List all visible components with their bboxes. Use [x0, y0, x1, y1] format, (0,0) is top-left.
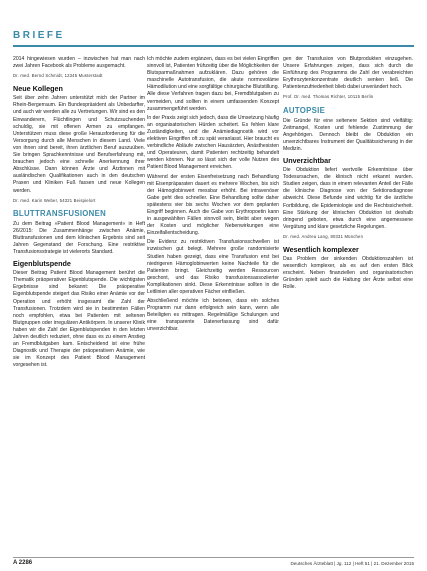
letter-paragraph: Ich möchte zudem ergänzen, dass es bei vielen Eingriffen sinnvoll ist, Patienten frühzeitig über die Möglichkeiten der Blutsparmaßnahmen aufzuklären. Dazu gehören die maschinelle Autotransfusion, die akute normovoläme Hämodilution und eine sorgfältige chirurgische Blutstillung. Alle diese Verfahren tragen dazu bei, Fremdblutgaben zu vermeiden, und sollten in einem umfassenden Konzept zusammengeführt werden. — [147, 56, 279, 112]
letter-paragraph: Die Obduktion liefert wertvolle Erkenntnisse über Todesursachen, die klinisch nicht erkannt wurden. Studien zeigen, dass in einem relevanten Anteil der Fälle die klinische Diagnose von der Sektionsdiagnose abweicht. Diese Befunde sind wichtig für die ärztliche Fortbildung, die Epidemiologie und die Rechtssicherheit. Eine Stärkung der klinischen Obduktion ist deshalb dringend geboten, etwa durch eine angemessene Vergütung und klare gesetzliche Regelungen. — [283, 167, 413, 230]
topic-heading: AUTOPSIE — [283, 105, 326, 115]
journal-citation: Deutsches Ärzteblatt | Jg. 112 | Heft 51 | 21. Dezember 2015 — [290, 561, 414, 566]
letter-paragraph: 2014 hingewiesen wurden – inzwischen hat man nach zwei Jahren Facebook als Probleme ausgemacht. — [13, 56, 145, 70]
letter-author: Dr. med. Bernd Schmidt, 12345 Musterstadt — [13, 73, 103, 79]
letter-author: Dr. med. Karin Weber, 54321 Beispielort — [13, 197, 96, 203]
letter-heading: Neue Kollegen — [13, 84, 63, 94]
topic-heading: BLUTTRANSFUSIONEN — [13, 208, 107, 218]
footer-divider — [13, 557, 414, 558]
letter-paragraph: In der Praxis zeigt sich jedoch, dass die Umsetzung häufig an organisatorischen Hürden scheitert. Es fehlen klare Zuständigkeiten, und die Anämiediagnostik wird vor elektiven Eingriffen oft zu spät veranlasst. Hier braucht es verbindliche Abläufe zwischen Hausärzten, Anästhesisten und Operateuren, damit Patienten rechtzeitig behandelt werden können. Nur so lässt sich der volle Nutzen des Patient Blood Management erreichen. — [147, 114, 279, 171]
topic-intro: Die Gründe für eine seltenere Sektion sind vielfältig: Zeitmangel, Kosten und fehlende Zustimmung der Angehörigen. Dennoch bleibt die Obduktion ein unverzichtbares Instrument der Qualitätssicherung in der Medizin. — [283, 117, 413, 152]
column-left — [13, 56, 145, 371]
page-header — [0, 0, 427, 44]
page-number: A 2286 — [13, 560, 33, 566]
letter-author: Prof. Dr. med. Thomas Richter, 10115 Berlin — [283, 94, 374, 100]
letter-author: Dr. med. Andrea Lang, 80331 München — [283, 233, 364, 239]
letter-paragraph: gen der Transfusion von Blutprodukten einzugehen. Unsere Erfahrungen zeigen, dass sich durch die Einführung des Programms die Zahl der verabreichten Erythrozytenkonzentrate deutlich senken ließ. Die Patientenzufriedenheit blieb dabei unverändert hoch. — [283, 56, 413, 91]
topic-intro: Zu dem Beitrag »Patient Blood Management« in Heft 26/2015: Die Zusammenhänge zwischen Anämie, Bluttransfusionen und dem klinischen Ergebnis sind seit Jahren Gegenstand der Forschung. Eine restriktive Transfusionsstrategie ist vielerorts Standard. — [13, 220, 145, 256]
letter-paragraph: Seit über zehn Jahren unterstützt mich der Partner im Rhein-Bergerraum. Ein Bundespräsident als Unbedarfter, und auch wir werden alle zu Vertretungen. Wir sind es den Einwanderern, Flüchtlingen und Schutzsuchenden schuldig, sie mit offenen Armen zu empfangen. Unterstützen muss diese große Herausforderung für die Versorgung durch alle Menschen in diesem Land. Viele von ihnen sind bereit, ihren ärztlichen Beruf auszuüben. Sie bringen Sprachkenntnisse und Berufserfahrung mit, brauchen jedoch eine schnelle Anerkennung ihrer Abschlüsse. Dann können Ärzte und Ärztinnen mit ausländischen Qualifikationen auch in den deutschen Praxen und Kliniken Fuß fassen und neue Kollegen werden. — [13, 95, 145, 194]
column-middle — [147, 56, 279, 336]
letter-heading: Unverzichtbar — [283, 156, 331, 166]
letter-paragraph: Dieser Beitrag Patient Blood Management berührt die Thematik präoperativer Eigenblutspende. Die wichtigsten Ergebnisse sind bekannt: Die präoperative Eigenblutspende steigert das Risiko einer Anämie vor der Operation und erhöht insgesamt die Zahl der Transfusionen. Trotzdem wird sie in bestimmten Fällen noch empfohlen, etwa bei Patienten mit seltenen Blutgruppen oder irregulären Antikörpern. In unserer Klinik haben wir die Zahl der Eigenblutspenden in den letzten Jahren deutlich reduziert, ohne dass es zu einem Anstieg an Fremdblutgaben kam. Entscheidend ist eine frühe Diagnostik und Therapie der präoperativen Anämie, wie sie im Konzept des Patient Blood Management vorgesehen ist. — [13, 270, 145, 369]
letter-paragraph: Abschließend möchte ich betonen, dass ein solches Programm nur dann erfolgreich sein kann, wenn alle Beteiligten es mittragen. Regelmäßige Schulungen und eine transparente Datenerfassung sind dafür unverzichtbar. — [147, 298, 279, 333]
letter-paragraph: Das Problem der sinkenden Obduktionszahlen ist wesentlich komplexer, als es auf den ersten Blick erscheint. Neben finanziellen und organisatorischen Gründen spielt auch die Haltung der Ärzte selbst eine Rolle. — [283, 255, 413, 291]
section-title: BRIEFE — [13, 30, 65, 41]
letter-heading: Eigenblutspende — [13, 259, 71, 269]
header-divider — [13, 45, 414, 47]
letter-paragraph: Während der ersten Eisenfreisetzung nach Behandlung mit Eisenpräparaten dauert es mehrere Wochen, bis sich der Hämoglobinwert messbar erhöht. Bei intravenöser Gabe geht dies schneller. Eine Behandlung sollte daher spätestens vier bis sechs Wochen vor dem geplanten Eingriff beginnen. Auch die Gabe von Erythropoetin kann in ausgewählten Fällen sinnvoll sein, bleibt aber wegen der Kosten und möglicher Nebenwirkungen eine Einzelfallentscheidung. — [147, 173, 279, 237]
column-right — [283, 56, 413, 293]
letter-paragraph: Die Evidenz zu restriktiven Transfusionsschwellen ist inzwischen gut belegt. Mehrere große randomisierte Studien haben gezeigt, dass eine Transfusion erst bei niedrigeren Hämoglobinwerten keine Nachteile für die Patienten bringt. Gleichzeitig werden Ressourcen geschont, und das Risiko transfusionsassoziierter Komplikationen sinkt. Diese Erkenntnisse sollten in die Leitlinien aller operativen Fächer einfließen. — [147, 239, 279, 295]
letter-heading: Wesentlich komplexer — [283, 244, 359, 254]
